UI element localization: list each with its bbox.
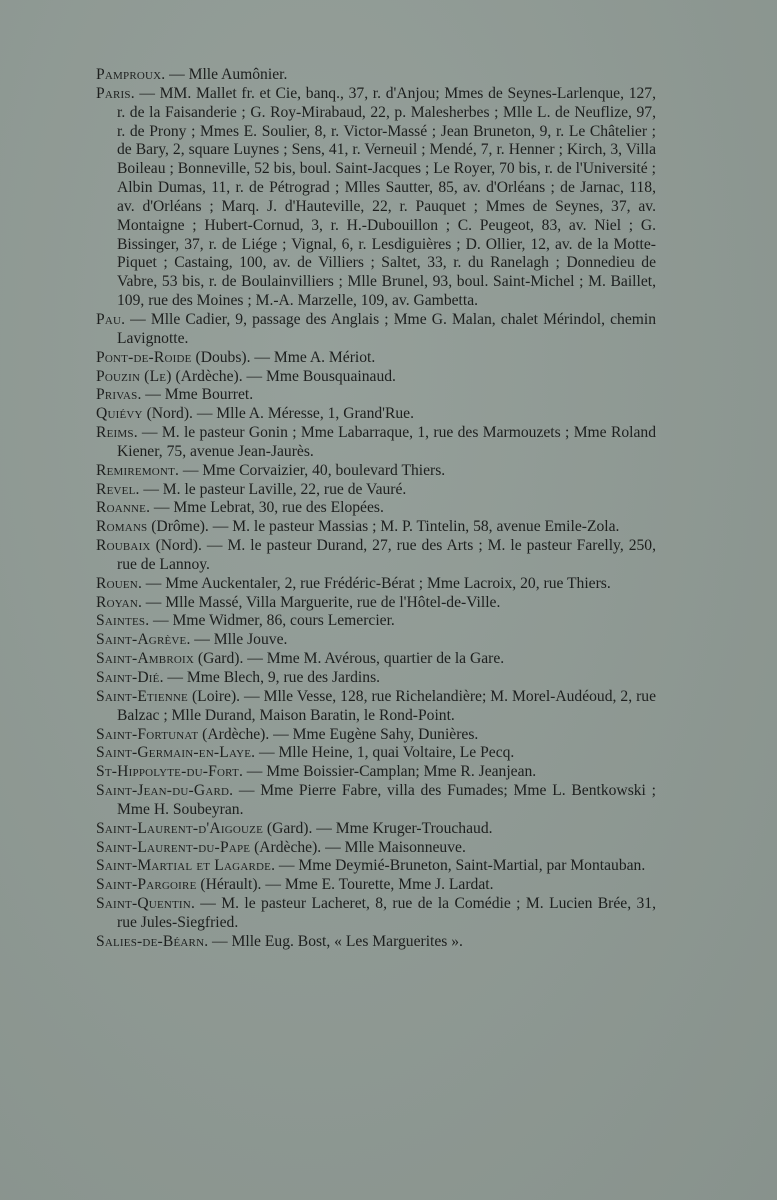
directory-entry [96, 386, 656, 405]
place-name: Pouzin (Le) [96, 367, 172, 385]
directory-entry [96, 650, 656, 669]
directory-entry [96, 612, 656, 631]
place-name: Pont-de-Roide [96, 348, 192, 366]
directory-entry [96, 839, 656, 858]
entry-text: . — Mme Blech, 9, rue des Jardins. [159, 669, 381, 686]
directory-entry [96, 424, 656, 462]
place-name: Revel [96, 480, 136, 498]
place-name: Paris [96, 84, 131, 102]
place-name: Saint-Agrève [96, 631, 187, 649]
directory-entry [96, 537, 656, 575]
place-name: Saint-Dié [96, 669, 160, 686]
entry-text: . — Mme Boissier-Camplan; Mme R. Jeanjean. [238, 763, 537, 781]
place-name: Saint-Laurent-du-Pape [96, 838, 251, 856]
place-name: Privas [96, 386, 138, 404]
entry-text: (Ardèche). — Mlle Maisonneuve. [250, 838, 466, 856]
place-name: Salies-de-Béarn [96, 932, 205, 950]
directory-entry [96, 462, 656, 481]
directory-entry [96, 66, 656, 85]
entry-text: . — Mlle Eug. Bost, « Les Marguerites ». [204, 932, 463, 950]
place-name: Pau [96, 310, 122, 328]
entry-text: (Ardèche). — Mme Bousquainaud. [171, 367, 396, 385]
directory-entry [96, 499, 656, 518]
place-name: Saint-Etienne [96, 687, 188, 705]
place-name: Quiévy [96, 405, 143, 423]
directory-entry [96, 85, 656, 311]
directory-entry [96, 405, 656, 424]
place-name: Royan [96, 593, 138, 611]
place-name: Remiremont [96, 461, 176, 479]
directory-entry [96, 876, 656, 895]
directory-entry [96, 349, 656, 368]
place-name: Saint-Fortunat [96, 725, 199, 743]
place-name: Saint-Laurent-d'Aigouze [96, 819, 264, 837]
entry-text: (Drôme). — M. le pasteur Massias ; M. P. Tintelin, 58, avenue Emile-Zola. [147, 518, 620, 536]
entry-text: (Doubs). — Mme A. Mériot. [191, 348, 376, 366]
entry-text: (Hérault). — Mme E. Tourette, Mme J. Lardat. [196, 876, 494, 894]
directory-entry [96, 688, 656, 726]
entry-text: . — M. le pasteur Laville, 22, rue de Vauré. [135, 480, 407, 498]
directory-entry [96, 857, 656, 876]
directory-entry [96, 763, 656, 782]
entry-text: . — Mlle Cadier, 9, passage des Anglais ; Mme G. Malan, chalet Mérindol, chemin Lavignotte. [117, 310, 656, 347]
directory-entry [96, 820, 656, 839]
directory-entry [96, 744, 656, 763]
place-name: Roanne [96, 499, 147, 517]
entry-text: (Ardèche). — Mme Eugène Sahy, Dunières. [198, 725, 479, 743]
entry-text: . — MM. Mallet fr. et Cie, banq., 37, r. d'Anjou; Mmes de Seynes-Larlenque, 127, r. de la Faisanderie ; G. Roy-Mirabaud, 22, p. Malesherbes ; Mlle L. de Neuflize, 97, r. de Prony ; Mmes E. Soulier, 8, r. Victor-Massé ; Jean Bruneton, 9, r. Le Châtelier ; de Bary, 2, square Luynes ; Sens, 41, r. Verneuil ; Mendé, 7, r. Henner ; Kirch, 3, Villa Boileau ; Bonneville, 52 bis, boul. Saint-Jacques ; Le Royer, 70 bis, r. de l'Université ; Albin Dumas, 11, r. de Pétrograd ; Mlles Sautter, 85, av. d'Orléans ; de Jarnac, 118, av. d'Orléans ; Marq. J. d'Hauteville, 22, r. Pauquet ; Mmes de Seynes, 37, av. Montaigne ; Hubert-Cornud, 3, r. H.-Dubouillon ; C. Peugeot, 83, av. Niel ; G. Bissinger, 37, r. de Liége ; Vignal, 6, r. Lesdiguières ; D. Ollier, 12, av. de la Motte-Piquet ; Castaing, 100, av. de Villiers ; Saltet, 33, r. du Ranelagh ; Donnedieu de Vabre, 53 bis, r. de Boulainvilliers ; Mlle Brunel, 93, boul. Saint-Michel ; M. Baillet, 109, rue des Moines ; M.-A. Marzelle, 109, av. Gambetta. [117, 84, 656, 310]
entry-text: . — Mme Auckentaler, 2, rue Frédéric-Bérat ; Mme Lacroix, 20, rue Thiers. [137, 574, 611, 592]
place-name: St-Hippolyte-du-Fort [96, 763, 239, 781]
directory-entry [96, 481, 656, 500]
entry-text: . — Mlle Massé, Villa Marguerite, rue de l'Hôtel-de-Ville. [137, 593, 501, 611]
entry-text: . — Mme Widmer, 86, cours Lemercier. [145, 612, 395, 630]
place-name: Saint-Pargoire [96, 876, 197, 894]
place-name: Saint-Martial et Lagarde [96, 857, 272, 875]
place-name: Romans [96, 518, 148, 536]
entry-text: . — Mlle Jouve. [186, 631, 288, 649]
place-name: Saint-Germain-en-Laye [96, 744, 252, 762]
entry-text: . — Mme Lebrat, 30, rue des Elopées. [146, 499, 384, 517]
place-name: Rouen [96, 574, 138, 592]
entry-text: . — Mme Deymié-Bruneton, Saint-Martial, par Montauban. [271, 857, 646, 875]
directory-list [96, 66, 656, 952]
directory-entry [96, 895, 656, 933]
directory-entry [96, 594, 656, 613]
directory-entry [96, 669, 656, 688]
place-name: Roubaix [96, 537, 151, 555]
directory-entry [96, 311, 656, 349]
entry-text: (Nord). — M. le pasteur Durand, 27, rue des Arts ; M. le pasteur Farelly, 250, rue de Lannoy. [117, 537, 656, 573]
entry-text: (Gard). — Mme M. Avérous, quartier de la Gare. [194, 650, 505, 668]
entry-text: . — Mme Corvaizier, 40, boulevard Thiers. [175, 461, 446, 479]
entry-text: . — M. le pasteur Gonin ; Mme Labarraque, 1, rue des Marmouzets ; Mme Roland Kiener, 75, avenue Jean-Jaurès. [117, 424, 656, 460]
directory-entry [96, 368, 656, 387]
place-name: Reims [96, 424, 134, 442]
place-name: Saint-Quentin [96, 895, 191, 913]
place-name: Saint-Jean-du-Gard [96, 782, 230, 800]
place-name: Pamproux [96, 66, 162, 83]
directory-entry [96, 575, 656, 594]
entry-text: . — Mlle Aumônier. [161, 66, 288, 83]
entry-text: . — Mme Pierre Fabre, villa des Fumades; Mme L. Bentkowski ; Mme H. Soubeyran. [117, 782, 656, 818]
place-name: Saint-Ambroix [96, 650, 195, 668]
entry-text: . — Mme Bourret. [137, 386, 254, 404]
entry-text: . — Mlle Heine, 1, quai Voltaire, Le Pecq. [251, 744, 515, 762]
place-name: Saintes [96, 612, 146, 630]
entry-text: (Nord). — Mlle A. Méresse, 1, Grand'Rue. [142, 405, 415, 423]
directory-entry [96, 726, 656, 745]
directory-entry [96, 782, 656, 820]
entry-text: (Loire). — Mlle Vesse, 128, rue Richelandière; M. Morel-Audéoud, 2, rue Balzac ; Mlle Durand, Maison Baratin, le Rond-Point. [117, 687, 656, 724]
directory-entry [96, 518, 656, 537]
directory-entry [96, 631, 656, 650]
directory-entry [96, 933, 656, 952]
entry-text: (Gard). — Mme Kruger-Trouchaud. [263, 819, 493, 837]
entry-text: . — M. le pasteur Lacheret, 8, rue de la Comédie ; M. Lucien Brée, 31, rue Jules-Siegfried. [117, 895, 656, 931]
